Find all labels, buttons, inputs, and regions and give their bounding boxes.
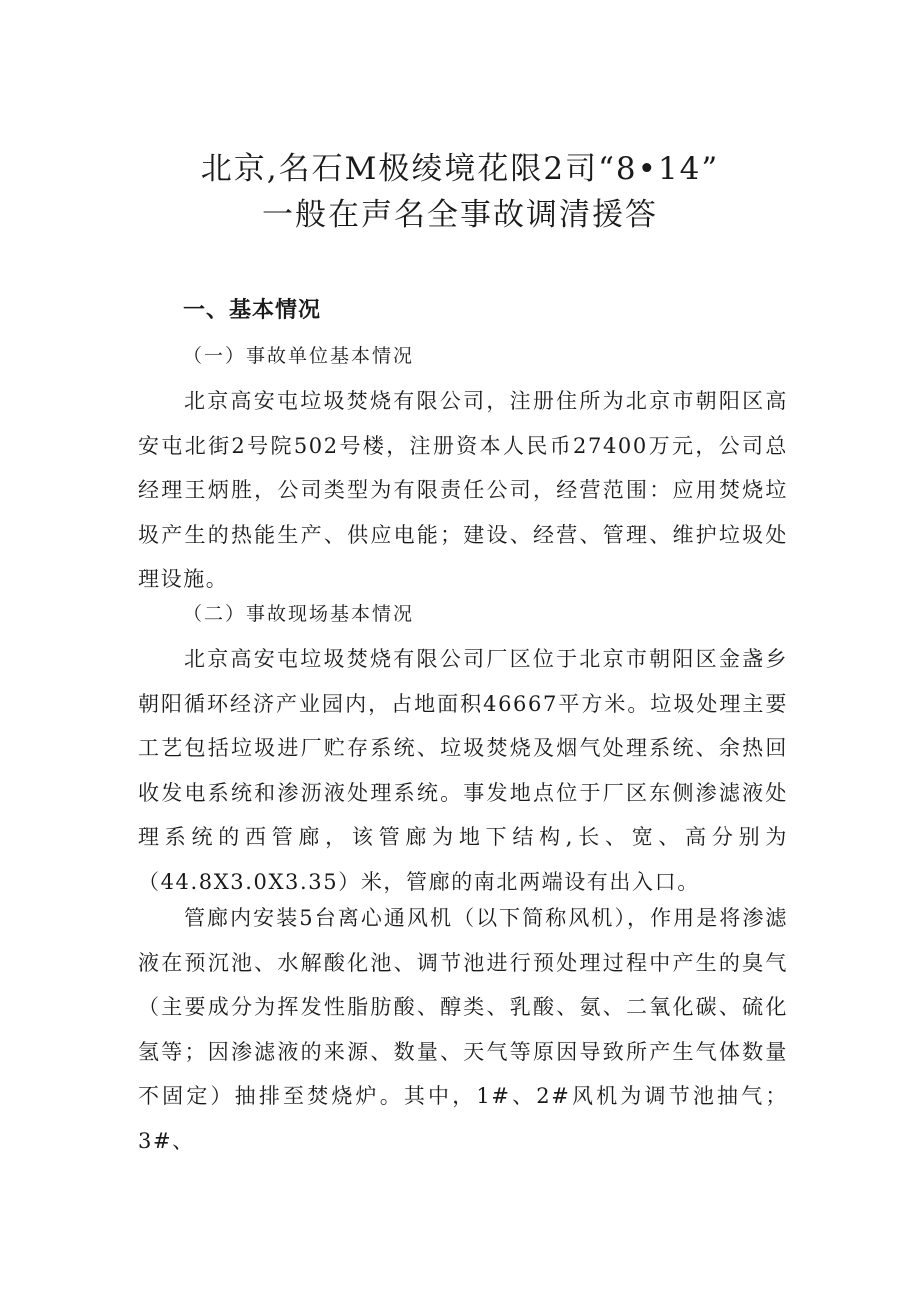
paragraph-site-info: 北京高安屯垃圾焚烧有限公司厂区位于北京市朝阳区金盏乡朝阳循环经济产业园内，占地面积46667平方米。垃圾处理主要工艺包括垃圾进厂贮存系统、垃圾焚烧及烟气处理系统、余热回收发电系统和渗沥液处理系统。事发地点位于厂区东侧渗滤液处理系统的西管廊，该管廊为地下结构,长、宽、高分别为（44.8X3.0X3.35）米，管廊的南北两端设有出入口。 xyxy=(138,647,788,894)
document-title-line-2: 一般在声名全事故调清援答 xyxy=(262,197,658,233)
paragraph-fan-info: 管廊内安装5台离心通风机（以下简称风机），作用是将渗滤液在预沉池、水解酸化池、调节池进行预处理过程中产生的臭气（主要成分为挥发性脂肪酸、醇类、乳酸、氨、二氧化碳、硫化氢等；因渗滤液的来源、数量、天气等原因导致所产生气体数量不固定）抽排至焚烧炉。其中，1#、2#风机为调节池抽气；3#、 xyxy=(138,906,788,1153)
subsection-heading-site-info: （二）事故现场基本情况 xyxy=(183,603,415,625)
document-title-line-1: 北京,名石M极绫境花限2司“8•14” xyxy=(200,151,720,187)
subsection-heading-company-info: （一）事故单位基本情况 xyxy=(183,345,415,367)
section-heading-basic-info: 一、基本情况 xyxy=(183,298,322,323)
paragraph-company-info: 北京高安屯垃圾焚烧有限公司，注册住所为北京市朝阳区高安屯北街2号院502号楼，注册资本人民币27400万元，公司总经理王炳胜，公司类型为有限责任公司，经营范围：应用焚烧垃圾产生的热能生产、供应电能；建设、经营、管理、维护垃圾处理设施。 xyxy=(138,389,788,592)
